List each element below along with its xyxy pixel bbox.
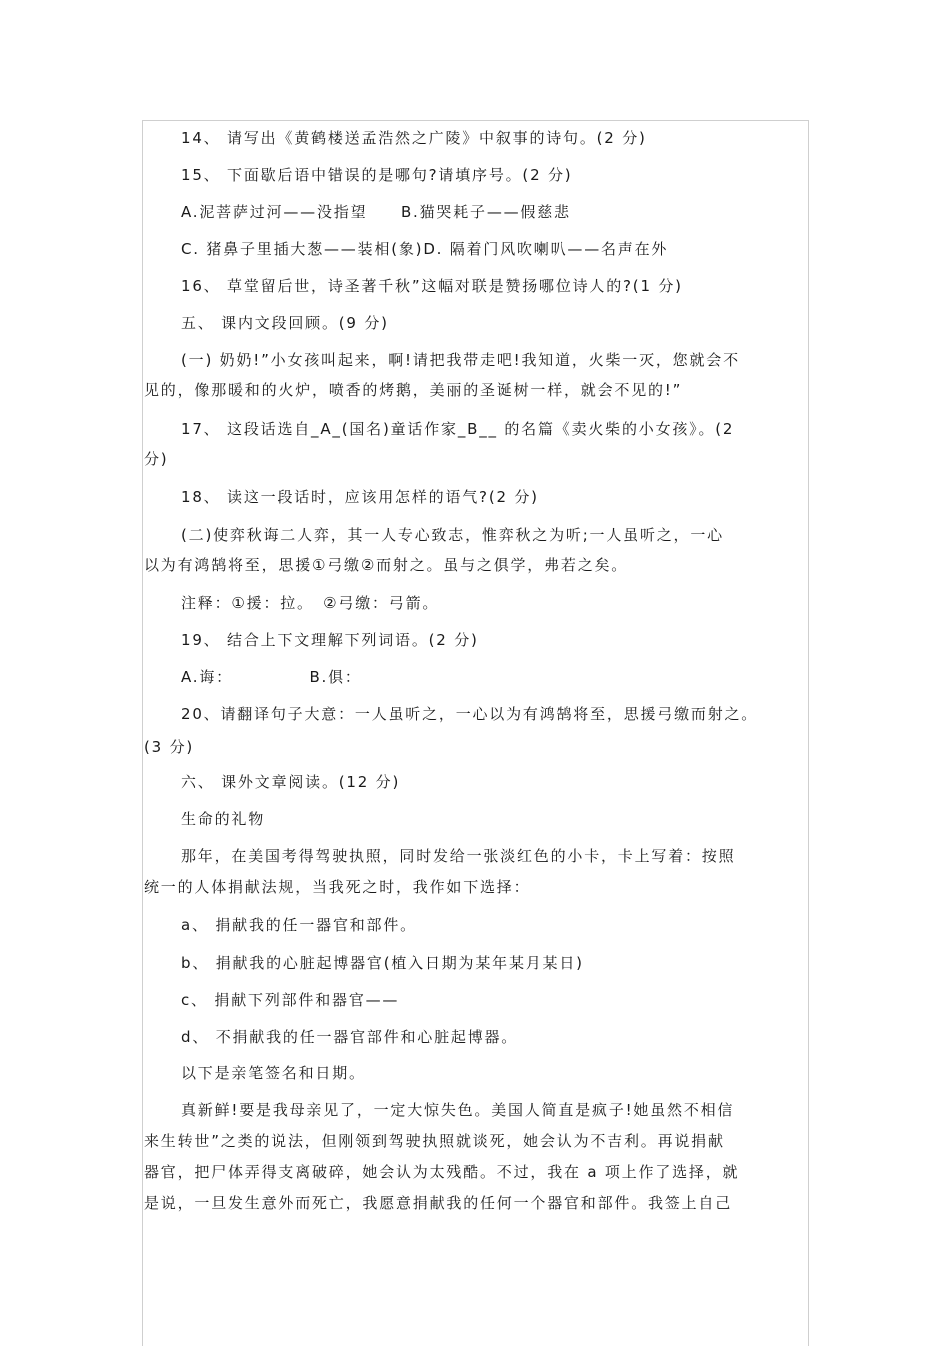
section-six-heading: 六、 课外文章阅读。(12 分) — [181, 773, 401, 791]
article-para-2-line-3: 器官，把尸体弄得支离破碎，她会认为太残酷。不过，我在 a 项上作了选择，就 — [144, 1163, 740, 1181]
choice-a: a、 捐献我的任一器官和部件。 — [181, 916, 417, 934]
question-17: 17、 这段话选自_A_(国名)童话作家_B__ 的名篇《卖火柴的小女孩》。(2 — [181, 420, 735, 438]
question-16: 16、 草堂留后世，诗圣著千秋”这幅对联是赞扬哪位诗人的?(1 分) — [181, 277, 683, 295]
question-14: 14、 请写出《黄鹤楼送孟浩然之广陵》中叙事的诗句。(2 分) — [181, 129, 647, 147]
annotation-line: 注释：①援：拉。 ②弓缴：弓箭。 — [181, 594, 440, 612]
article-para-1-line-2: 统一的人体捐献法规，当我死之时，我作如下选择： — [144, 878, 531, 896]
choice-c: c、 捐献下列部件和器官—— — [181, 991, 400, 1009]
passage-one-line-1: (一) 奶奶!”小女孩叫起来，啊!请把我带走吧!我知道，火柴一灭，您就会不 — [181, 351, 740, 369]
option-line-ab: A.泥菩萨过河——没指望 B.猫哭耗子——假慈悲 — [181, 203, 571, 221]
passage-two-line-2: 以为有鸿鹄将至，思援①弓缴②而射之。虽与之俱学，弗若之矣。 — [144, 556, 629, 574]
article-title: 生命的礼物 — [181, 810, 266, 828]
passage-one-line-2: 见的，像那暖和的火炉，喷香的烤鹅，美丽的圣诞树一样，就会不见的!” — [144, 381, 683, 399]
signature-line: 以下是亲笔签名和日期。 — [181, 1064, 366, 1082]
question-17-cont: 分) — [144, 450, 169, 468]
article-para-1-line-1: 那年，在美国考得驾驶执照，同时发给一张淡红色的小卡，卡上写着：按照 — [181, 847, 736, 865]
question-20: 20、请翻译句子大意：一人虽听之，一心以为有鸿鹄将至，思援弓缴而射之。 — [181, 705, 759, 723]
article-para-2-line-4: 是说，一旦发生意外而死亡，我愿意捐献我的任何一个器官和部件。我签上自己 — [144, 1194, 733, 1212]
question-20-score: (3 分) — [144, 738, 195, 756]
choice-d: d、 不捐献我的任一器官部件和心脏起博器。 — [181, 1028, 519, 1046]
option-line-cd: C. 猪鼻子里插大葱——装相(象)D. 隔着门风吹喇叭——名声在外 — [181, 240, 669, 258]
choice-b: b、 捐献我的心脏起博器官(植入日期为某年某月某日) — [181, 954, 584, 972]
article-para-2-line-2: 来生转世”之类的说法，但刚领到驾驶执照就谈死，她会认为不吉利。再说捐献 — [144, 1132, 725, 1150]
passage-two-line-1: (二)使弈秋诲二人弈，其一人专心致志，惟弈秋之为听;一人虽听之，一心 — [181, 526, 724, 544]
section-five-heading: 五、 课内文段回顾。(9 分) — [181, 314, 389, 332]
question-18: 18、 读这一段话时，应该用怎样的语气?(2 分) — [181, 488, 539, 506]
question-19-options: A.诲： B.俱： — [181, 668, 362, 686]
article-para-2-line-1: 真新鲜!要是我母亲见了，一定大惊失色。美国人简直是疯子!她虽然不相信 — [181, 1101, 735, 1119]
question-19: 19、 结合上下文理解下列词语。(2 分) — [181, 631, 479, 649]
question-15: 15、 下面歇后语中错误的是哪句?请填序号。(2 分) — [181, 166, 573, 184]
